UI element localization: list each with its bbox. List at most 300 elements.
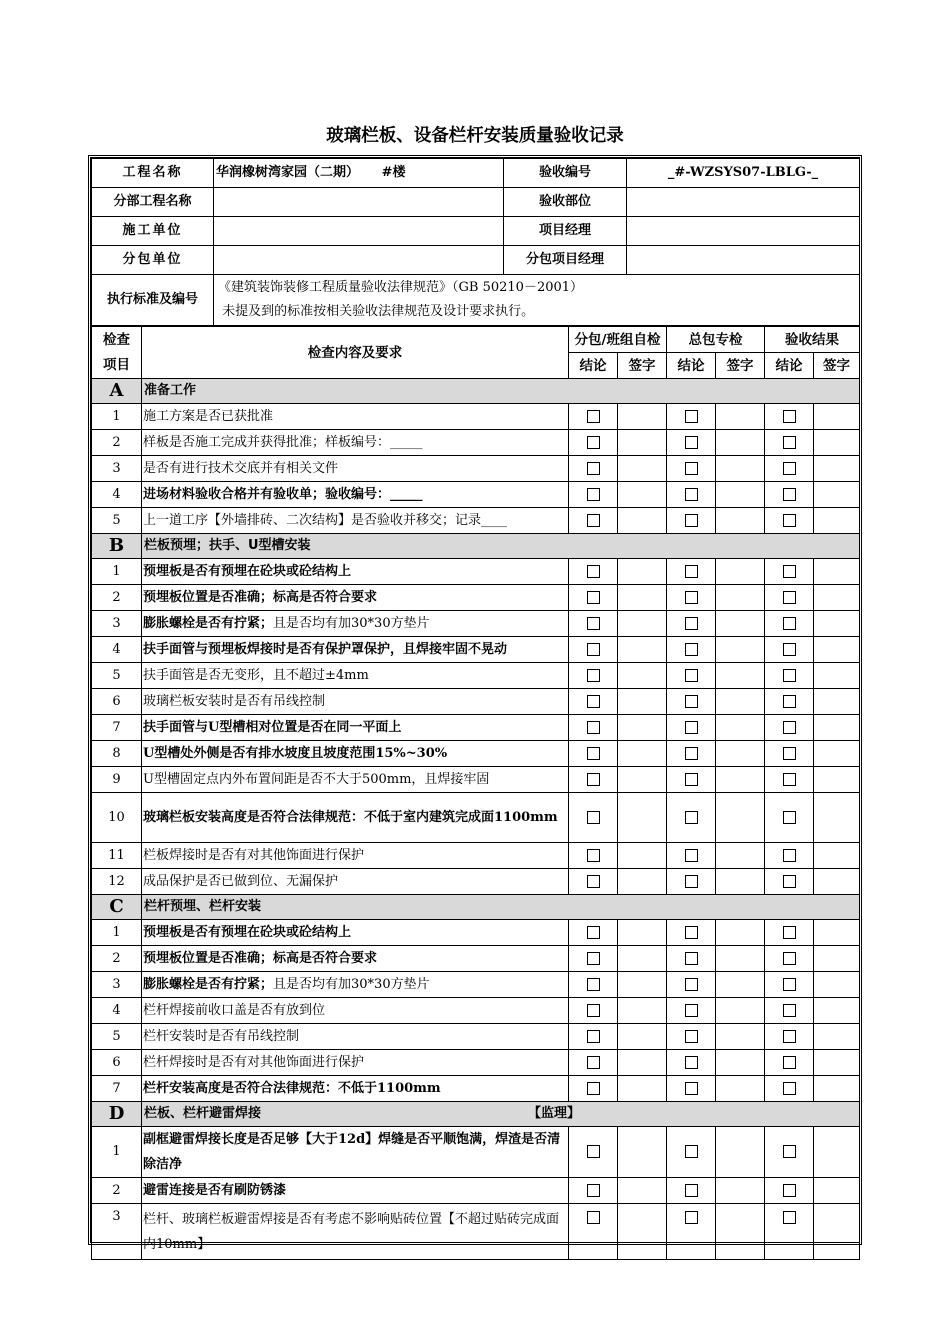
checkbox[interactable]: [783, 1056, 796, 1069]
self-conclusion-cell[interactable]: [569, 1076, 618, 1102]
self-signature-cell[interactable]: [618, 920, 667, 946]
result-signature-cell[interactable]: [814, 559, 860, 585]
checkbox[interactable]: [685, 514, 698, 527]
checkbox[interactable]: [783, 978, 796, 991]
checkbox[interactable]: [783, 926, 796, 939]
result-signature-cell[interactable]: [814, 663, 860, 689]
item-number: 3: [92, 1204, 142, 1260]
accept-no-value[interactable]: _#-WZSYS07-LBLG-_: [627, 159, 860, 188]
result-signature-cell[interactable]: [814, 869, 860, 895]
checkbox[interactable]: [783, 514, 796, 527]
item-number: 1: [92, 404, 142, 430]
checkbox[interactable]: [685, 747, 698, 760]
checkbox[interactable]: [783, 488, 796, 501]
result-signature-cell[interactable]: [814, 946, 860, 972]
gc-signature-cell[interactable]: [716, 1050, 765, 1076]
check-row: [92, 715, 860, 741]
section-letter: B: [92, 534, 142, 559]
gc-signature-cell[interactable]: [716, 637, 765, 663]
gc-conclusion-cell[interactable]: [667, 998, 716, 1024]
result-conclusion-cell[interactable]: [765, 559, 814, 585]
check-row: [92, 946, 860, 972]
result-conclusion-cell[interactable]: [765, 920, 814, 946]
gc-conclusion-cell[interactable]: [667, 972, 716, 998]
checkbox[interactable]: [685, 410, 698, 423]
gc-signature-cell[interactable]: [716, 1127, 765, 1178]
item-text: [142, 946, 569, 972]
item-number: 1: [92, 559, 142, 585]
result-signature-cell[interactable]: [814, 741, 860, 767]
checkbox[interactable]: [587, 1004, 600, 1017]
result-conclusion-cell[interactable]: [765, 404, 814, 430]
self-signature-cell[interactable]: [618, 946, 667, 972]
item-text-main: 副框避雷焊接长度是否足够【大于12d】焊缝是否平顺饱满，焊渣是否清除洁净: [143, 1132, 561, 1172]
construction-unit-label: 施工单位: [92, 217, 214, 246]
item-text: [142, 456, 569, 482]
result-conclusion-cell[interactable]: [765, 1178, 814, 1204]
checkbox[interactable]: [783, 811, 796, 824]
checkbox[interactable]: [685, 462, 698, 475]
item-text: [142, 482, 569, 508]
gc-signature-cell[interactable]: [716, 456, 765, 482]
result-conclusion-cell[interactable]: [765, 946, 814, 972]
self-conclusion-cell[interactable]: [569, 1024, 618, 1050]
gc-signature-cell[interactable]: [716, 869, 765, 895]
result-conclusion-cell[interactable]: [765, 767, 814, 793]
checkbox[interactable]: [587, 410, 600, 423]
result-conclusion-cell[interactable]: [765, 663, 814, 689]
item-number: 2: [92, 430, 142, 456]
result-signature-cell[interactable]: [814, 1178, 860, 1204]
result-signature-cell[interactable]: [814, 715, 860, 741]
self-conclusion-cell[interactable]: [569, 430, 618, 456]
checkbox[interactable]: [783, 462, 796, 475]
check-row: [92, 998, 860, 1024]
result-conclusion-cell[interactable]: [765, 972, 814, 998]
self-signature-cell[interactable]: [618, 1204, 667, 1260]
checkbox[interactable]: [783, 617, 796, 630]
checkbox[interactable]: [685, 1082, 698, 1095]
checkbox[interactable]: [685, 978, 698, 991]
gc-conclusion-cell[interactable]: [667, 1204, 716, 1260]
self-signature-cell[interactable]: [618, 456, 667, 482]
accept-part-value[interactable]: [627, 188, 860, 217]
checkbox[interactable]: [587, 488, 600, 501]
sub-project-value[interactable]: [214, 188, 504, 217]
self-conclusion-cell[interactable]: [569, 869, 618, 895]
checkbox[interactable]: [685, 811, 698, 824]
gc-conclusion-cell[interactable]: [667, 482, 716, 508]
checkbox[interactable]: [685, 721, 698, 734]
checkbox[interactable]: [685, 695, 698, 708]
gc-conclusion-cell[interactable]: [667, 741, 716, 767]
checkbox[interactable]: [783, 1082, 796, 1095]
gc-conclusion-cell[interactable]: [667, 559, 716, 585]
accept-part-label: 验收部位: [504, 188, 627, 217]
gc-signature-cell[interactable]: [716, 843, 765, 869]
result-signature-cell[interactable]: [814, 1204, 860, 1260]
item-text: [142, 741, 569, 767]
item-number: 7: [92, 1076, 142, 1102]
self-signature-cell[interactable]: [618, 843, 667, 869]
gc-signature-cell[interactable]: [716, 611, 765, 637]
gc-signature-cell[interactable]: [716, 741, 765, 767]
result-conclusion-cell[interactable]: [765, 1204, 814, 1260]
result-signature-cell[interactable]: [814, 1024, 860, 1050]
item-text-main: 预埋板是否有预埋在砼块或砼结构上: [143, 564, 352, 579]
checkbox[interactable]: [587, 1082, 600, 1095]
result-signature-cell[interactable]: [814, 920, 860, 946]
self-signature-cell[interactable]: [618, 1178, 667, 1204]
gc-signature-cell[interactable]: [716, 972, 765, 998]
self-signature-cell[interactable]: [618, 1076, 667, 1102]
self-signature-cell[interactable]: [618, 689, 667, 715]
section-row: [92, 895, 860, 920]
result-signature-cell[interactable]: [814, 456, 860, 482]
self-conclusion-cell[interactable]: [569, 585, 618, 611]
self-conclusion-cell[interactable]: [569, 611, 618, 637]
check-row: [92, 1178, 860, 1204]
result-signature-cell[interactable]: [814, 1050, 860, 1076]
item-number: 12: [92, 869, 142, 895]
self-signature-cell[interactable]: [618, 793, 667, 843]
gc-signature-cell[interactable]: [716, 663, 765, 689]
self-signature-cell[interactable]: [618, 767, 667, 793]
gc-conclusion-cell[interactable]: [667, 430, 716, 456]
self-conclusion-cell[interactable]: [569, 715, 618, 741]
item-text: [142, 585, 569, 611]
result-conclusion-cell[interactable]: [765, 741, 814, 767]
self-conclusion-cell[interactable]: [569, 1127, 618, 1178]
gc-signature-cell[interactable]: [716, 559, 765, 585]
checkbox[interactable]: [587, 462, 600, 475]
checkbox[interactable]: [783, 643, 796, 656]
gc-signature-cell[interactable]: [716, 482, 765, 508]
checkbox[interactable]: [587, 514, 600, 527]
gc-signature-cell[interactable]: [716, 1178, 765, 1204]
result-conclusion-cell[interactable]: [765, 715, 814, 741]
item-text-main: 样板是否施工完成并获得批准；样板编号：_____: [143, 435, 423, 450]
gc-signature-cell[interactable]: [716, 998, 765, 1024]
self-signature-cell[interactable]: [618, 482, 667, 508]
gc-signature-cell[interactable]: [716, 404, 765, 430]
self-signature-cell[interactable]: [618, 972, 667, 998]
self-conclusion-cell[interactable]: [569, 998, 618, 1024]
checkbox[interactable]: [685, 952, 698, 965]
result-conclusion-cell[interactable]: [765, 1050, 814, 1076]
checkbox[interactable]: [783, 747, 796, 760]
self-conclusion-cell[interactable]: [569, 559, 618, 585]
gc-signature-cell[interactable]: [716, 793, 765, 843]
result-signature-cell[interactable]: [814, 585, 860, 611]
section-row: [92, 534, 860, 559]
section-title-text: 栏杆预埋、栏杆安装: [144, 899, 262, 914]
gc-conclusion-cell[interactable]: [667, 663, 716, 689]
self-conclusion-cell[interactable]: [569, 508, 618, 534]
self-conclusion-cell[interactable]: [569, 946, 618, 972]
checkbox[interactable]: [587, 875, 600, 888]
gc-signature-cell[interactable]: [716, 430, 765, 456]
checkbox[interactable]: [587, 926, 600, 939]
self-conclusion-cell[interactable]: [569, 456, 618, 482]
result-conclusion-cell[interactable]: [765, 611, 814, 637]
self-signature-cell[interactable]: [618, 741, 667, 767]
check-row: [92, 1024, 860, 1050]
checkbox[interactable]: [587, 811, 600, 824]
checkbox[interactable]: [685, 773, 698, 786]
checkbox[interactable]: [783, 952, 796, 965]
checkbox[interactable]: [783, 591, 796, 604]
self-conclusion-cell[interactable]: [569, 1050, 618, 1076]
result-signature-cell[interactable]: [814, 998, 860, 1024]
check-row: [92, 1204, 860, 1260]
self-conclusion-cell[interactable]: [569, 689, 618, 715]
result-conclusion-cell[interactable]: [765, 1076, 814, 1102]
checkbox[interactable]: [685, 1211, 698, 1224]
gc-conclusion-cell[interactable]: [667, 946, 716, 972]
gc-conclusion-cell[interactable]: [667, 843, 716, 869]
checkbox[interactable]: [587, 849, 600, 862]
project-manager-value[interactable]: [627, 217, 860, 246]
checkbox[interactable]: [783, 1211, 796, 1224]
check-row: [92, 404, 860, 430]
item-text-main: 栏杆、玻璃栏板避雷焊接是否有考虑不影响贴砖位置【不超过贴砖完成面内10mm】: [143, 1211, 560, 1252]
gc-conclusion-cell[interactable]: [667, 689, 716, 715]
checkbox[interactable]: [685, 643, 698, 656]
checkbox[interactable]: [783, 849, 796, 862]
self-conclusion-cell[interactable]: [569, 972, 618, 998]
self-signature-cell[interactable]: [618, 1127, 667, 1178]
gc-signature-cell[interactable]: [716, 585, 765, 611]
checkbox[interactable]: [685, 591, 698, 604]
item-text-main: 玻璃栏板安装高度是否符合法律规范：不低于室内建筑完成面1100mm: [143, 810, 558, 825]
checkbox[interactable]: [685, 926, 698, 939]
gc-conclusion-cell[interactable]: [667, 1050, 716, 1076]
checkbox[interactable]: [587, 669, 600, 682]
item-text: [142, 559, 569, 585]
result-conclusion-cell[interactable]: [765, 482, 814, 508]
result-conclusion-cell[interactable]: [765, 585, 814, 611]
checkbox[interactable]: [685, 617, 698, 630]
self-conclusion-cell[interactable]: [569, 1178, 618, 1204]
checkbox[interactable]: [783, 410, 796, 423]
checkbox[interactable]: [685, 1056, 698, 1069]
checkbox[interactable]: [783, 1030, 796, 1043]
gc-conclusion-cell[interactable]: [667, 508, 716, 534]
checkbox[interactable]: [685, 1030, 698, 1043]
section-title: [142, 1102, 860, 1127]
checkbox[interactable]: [783, 669, 796, 682]
checkbox[interactable]: [587, 591, 600, 604]
self-signature-cell[interactable]: [618, 404, 667, 430]
result-conclusion-cell[interactable]: [765, 869, 814, 895]
check-row: [92, 1050, 860, 1076]
result-conclusion-cell[interactable]: [765, 793, 814, 843]
checkbox[interactable]: [587, 978, 600, 991]
project-name-value[interactable]: 华润橡树湾家园（二期） #楼: [214, 159, 504, 188]
result-conclusion-cell[interactable]: [765, 1024, 814, 1050]
self-conclusion-cell[interactable]: [569, 637, 618, 663]
checkbox[interactable]: [587, 565, 600, 578]
self-conclusion-cell[interactable]: [569, 793, 618, 843]
self-signature-cell[interactable]: [618, 663, 667, 689]
construction-unit-value[interactable]: [214, 217, 504, 246]
self-conclusion-cell[interactable]: [569, 663, 618, 689]
checkbox[interactable]: [685, 669, 698, 682]
checkbox[interactable]: [783, 773, 796, 786]
checkbox[interactable]: [587, 721, 600, 734]
checkbox[interactable]: [587, 747, 600, 760]
result-conclusion-cell[interactable]: [765, 456, 814, 482]
checkbox[interactable]: [587, 1145, 600, 1158]
checkbox[interactable]: [587, 1056, 600, 1069]
checkbox[interactable]: [685, 488, 698, 501]
result-signature-cell[interactable]: [814, 1076, 860, 1102]
checkbox[interactable]: [685, 1184, 698, 1197]
section-row: [92, 379, 860, 404]
result-conclusion-cell[interactable]: [765, 998, 814, 1024]
gc-signature-cell[interactable]: [716, 920, 765, 946]
checkbox[interactable]: [587, 1211, 600, 1224]
self-signature-cell[interactable]: [618, 869, 667, 895]
gc-conclusion-cell[interactable]: [667, 611, 716, 637]
gc-conclusion-cell[interactable]: [667, 767, 716, 793]
gc-signature-cell[interactable]: [716, 767, 765, 793]
self-conclusion-cell[interactable]: [569, 404, 618, 430]
gc-conclusion-cell[interactable]: [667, 585, 716, 611]
self-conclusion-cell[interactable]: [569, 482, 618, 508]
checkbox[interactable]: [587, 436, 600, 449]
checkbox[interactable]: [685, 565, 698, 578]
check-row: [92, 559, 860, 585]
result-signature-cell[interactable]: [814, 430, 860, 456]
self-signature-cell[interactable]: [618, 559, 667, 585]
checkbox[interactable]: [587, 952, 600, 965]
result-conclusion-cell[interactable]: [765, 430, 814, 456]
subcontractor-value[interactable]: [214, 246, 504, 275]
item-number: 3: [92, 972, 142, 998]
gc-conclusion-cell[interactable]: [667, 869, 716, 895]
check-row: [92, 869, 860, 895]
self-signature-cell[interactable]: [618, 430, 667, 456]
result-signature-cell[interactable]: [814, 767, 860, 793]
project-name-label: 工程名称: [92, 159, 214, 188]
checkbox[interactable]: [783, 1184, 796, 1197]
checkbox[interactable]: [587, 1030, 600, 1043]
result-signature-cell[interactable]: [814, 404, 860, 430]
self-conclusion-cell[interactable]: [569, 1204, 618, 1260]
gc-conclusion-cell[interactable]: [667, 715, 716, 741]
gc-conclusion-cell[interactable]: [667, 637, 716, 663]
checkbox[interactable]: [783, 1145, 796, 1158]
result-conclusion-cell[interactable]: [765, 843, 814, 869]
gc-signature-cell[interactable]: [716, 1024, 765, 1050]
check-row: [92, 1076, 860, 1102]
checkbox[interactable]: [685, 1004, 698, 1017]
gc-conclusion-cell[interactable]: [667, 404, 716, 430]
self-signature-cell[interactable]: [618, 637, 667, 663]
result-signature-cell[interactable]: [814, 508, 860, 534]
gc-conclusion-cell[interactable]: [667, 1076, 716, 1102]
result-signature-cell[interactable]: [814, 482, 860, 508]
checkbox[interactable]: [587, 695, 600, 708]
result-signature-cell[interactable]: [814, 689, 860, 715]
result-conclusion-cell[interactable]: [765, 1127, 814, 1178]
checkbox[interactable]: [587, 1184, 600, 1197]
item-text-main: 扶手面管与U型槽相对位置是否在同一平面上: [143, 720, 402, 735]
self-conclusion-cell[interactable]: [569, 843, 618, 869]
result-signature-cell[interactable]: [814, 637, 860, 663]
gc-signature-cell[interactable]: [716, 715, 765, 741]
gc-conclusion-cell[interactable]: [667, 1127, 716, 1178]
content-column-header: 检查内容及要求: [142, 327, 569, 379]
self-signature-cell[interactable]: [618, 1024, 667, 1050]
self-signature-cell[interactable]: [618, 998, 667, 1024]
result-conclusion-cell[interactable]: [765, 508, 814, 534]
gc-conclusion-cell[interactable]: [667, 793, 716, 843]
item-number: 6: [92, 1050, 142, 1076]
gc-conclusion-cell[interactable]: [667, 1178, 716, 1204]
checkbox[interactable]: [783, 721, 796, 734]
checkbox[interactable]: [783, 565, 796, 578]
result-conclusion-cell[interactable]: [765, 637, 814, 663]
result-signature-cell[interactable]: [814, 843, 860, 869]
gc-conclusion-cell[interactable]: [667, 920, 716, 946]
checkbox[interactable]: [685, 1145, 698, 1158]
self-signature-cell[interactable]: [618, 508, 667, 534]
result-signature-cell[interactable]: [814, 972, 860, 998]
item-text-note: 且是否均有加30*30方垫片: [273, 616, 430, 631]
gc-conclusion-cell[interactable]: [667, 1024, 716, 1050]
gc-signature-cell[interactable]: [716, 508, 765, 534]
checkbox[interactable]: [783, 436, 796, 449]
item-number: 5: [92, 508, 142, 534]
result-signature-header: 签字: [814, 353, 860, 379]
gc-signature-cell[interactable]: [716, 689, 765, 715]
sub-manager-value[interactable]: [627, 246, 860, 275]
checkbox[interactable]: [685, 849, 698, 862]
self-conclusion-cell[interactable]: [569, 920, 618, 946]
checkbox[interactable]: [587, 617, 600, 630]
checkbox[interactable]: [783, 1004, 796, 1017]
self-conclusion-cell[interactable]: [569, 741, 618, 767]
result-signature-cell[interactable]: [814, 611, 860, 637]
result-conclusion-cell[interactable]: [765, 689, 814, 715]
sub-manager-label: 分包项目经理: [504, 246, 627, 275]
result-signature-cell[interactable]: [814, 793, 860, 843]
gc-signature-cell[interactable]: [716, 1076, 765, 1102]
self-signature-cell[interactable]: [618, 1050, 667, 1076]
result-conclusion-header: 结论: [765, 353, 814, 379]
check-row: [92, 637, 860, 663]
checkbox[interactable]: [685, 875, 698, 888]
result-signature-cell[interactable]: [814, 1127, 860, 1178]
self-signature-cell[interactable]: [618, 611, 667, 637]
checkbox[interactable]: [587, 773, 600, 786]
checkbox[interactable]: [685, 436, 698, 449]
gc-conclusion-cell[interactable]: [667, 456, 716, 482]
gc-signature-cell[interactable]: [716, 946, 765, 972]
self-signature-cell[interactable]: [618, 585, 667, 611]
checkbox[interactable]: [587, 643, 600, 656]
checkbox[interactable]: [783, 875, 796, 888]
checkbox[interactable]: [783, 695, 796, 708]
gc-conclusion-header: 结论: [667, 353, 716, 379]
self-signature-cell[interactable]: [618, 715, 667, 741]
self-conclusion-cell[interactable]: [569, 767, 618, 793]
item-text-main: 栏杆安装高度是否符合法律规范：不低于1100mm: [143, 1081, 441, 1096]
gc-signature-cell[interactable]: [716, 1204, 765, 1260]
